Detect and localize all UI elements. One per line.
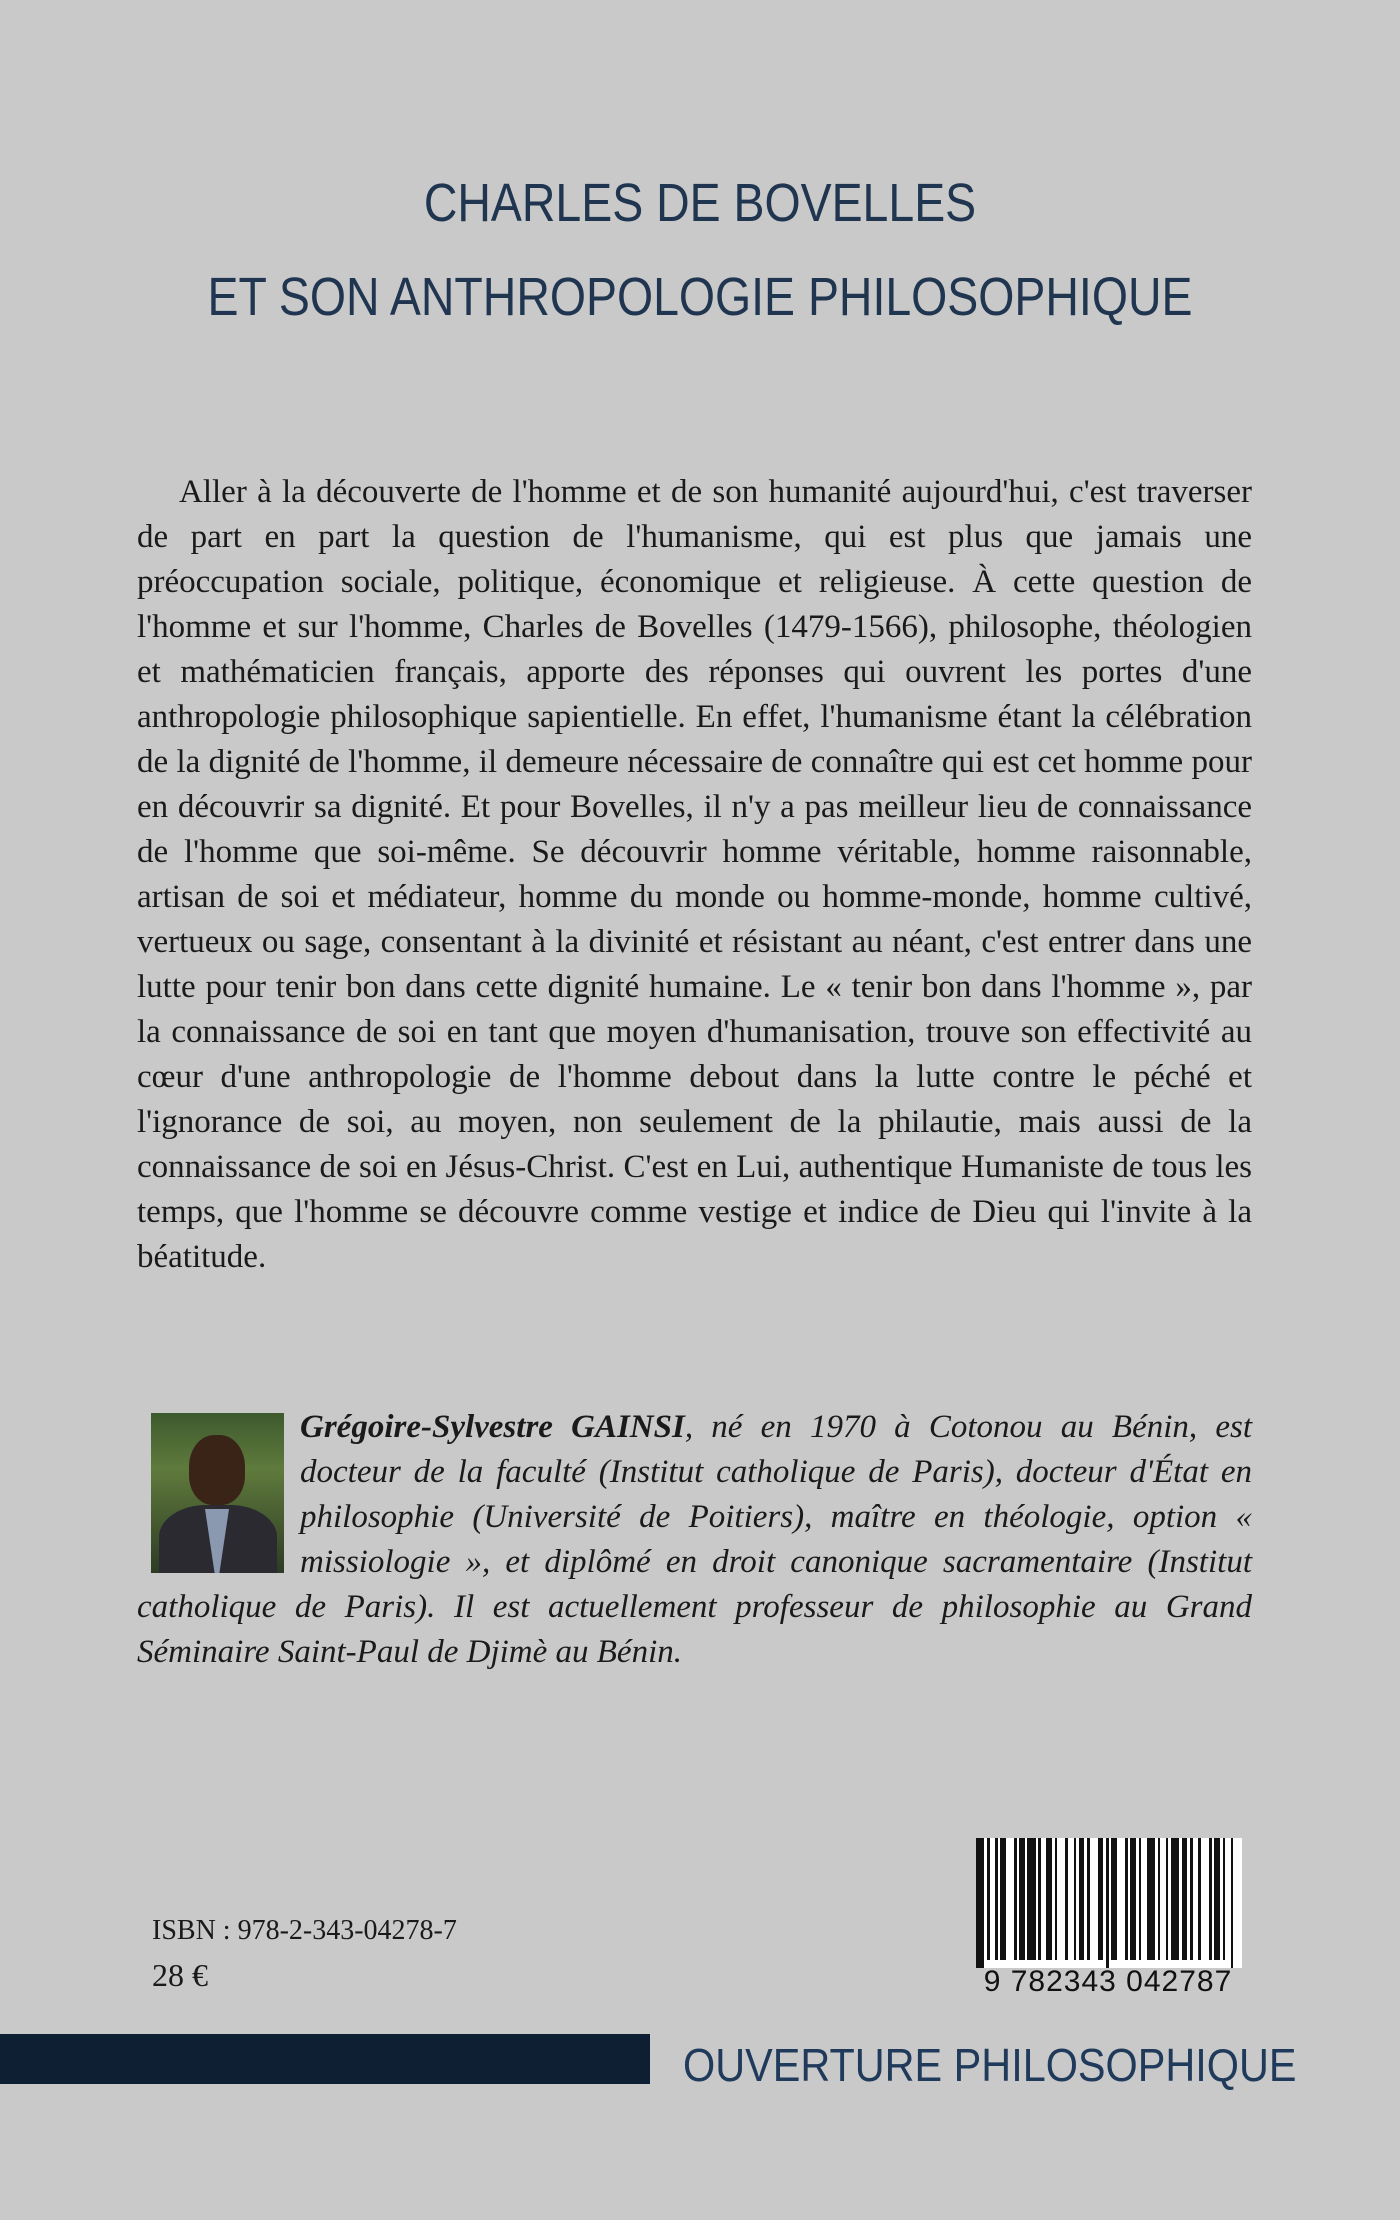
- barcode-bar: [1057, 1838, 1065, 1960]
- barcode-bar: [1117, 1838, 1125, 1960]
- series-name: OUVERTURE PHILOSOPHIQUE: [683, 2039, 1297, 2091]
- barcode: [958, 1838, 1258, 1998]
- barcode-bar: [1090, 1838, 1098, 1960]
- barcode-bar: [1233, 1838, 1241, 1968]
- price: 28 €: [152, 1957, 208, 1993]
- barcode-bar: [1201, 1838, 1209, 1960]
- barcode-bar: [1147, 1838, 1155, 1960]
- barcode-bars: [976, 1838, 1242, 1968]
- author-bio-text: , né en 1970 à Cotonou au Bénin, est docteur de la faculté (Institut catholique de Paris), docteur d'État en philosophie (Université de Poitiers), maître en théologie, option « missiologie », et diplômé en droit canonique sacramentaire (Institut catholique de Paris). Il est actuellement professeur de philosophie au Grand Séminaire Saint-Paul de Djimè au Bénin.: [137, 1409, 1252, 1670]
- barcode-bar: [1171, 1838, 1179, 1960]
- title-line-2: ET SON ANTHROPOLOGIE PHILOSOPHIQUE: [207, 267, 1193, 327]
- isbn: ISBN : 978-2-343-04278-7: [152, 1915, 457, 1946]
- barcode-digits: 9 782343 042787: [983, 1965, 1233, 1998]
- summary-paragraph: Aller à la découverte de l'homme et de son humanité aujourd'hui, c'est traverser de part en part la question de l'humanisme, qui est plus que jamais une préoccupation sociale, politique, économique et religieuse. À cette question de l'homme et sur l'homme, Charles de Bovelles (1479-1566), philosophe, théologien et mathématicien français, apporte des réponses qui ouvrent les portes d'une anthropologie philosophique sapientielle. En effet, l'humanisme étant la célébration de la dignité de l'homme, il demeure nécessaire de connaître qui est cet homme pour en découvrir sa dignité. Et pour Bovelles, il n'y a pas meilleur lieu de connaissance de l'homme que soi-même. Se découvrir homme véritable, homme raisonnable, artisan de soi et médiateur, homme du monde ou homme-monde, homme cultivé, vertueux ou sage, consentant à la divinité et résistant au néant, c'est entrer dans une lutte pour tenir bon dans cette dignité humaine. Le « tenir bon dans l'homme », par la connaissance de soi en tant que moyen d'humanisation, trouve son effectivité au cœur d'une anthropologie de l'homme debout dans la lutte contre le péché et l'ignorance de soi, au moyen, non seulement de la philautie, mais aussi de la connaissance de soi en Jésus-Christ. C'est en Lui, authentique Humaniste de tous les temps, que l'homme se découvre comme vestige et indice de Dieu qui l'invite à la béatitude.: [137, 474, 1252, 1275]
- barcode-bar: [1006, 1838, 1014, 1960]
- author-name: Grégoire-Sylvestre GAINSI: [300, 1409, 685, 1445]
- barcode-bar: [976, 1838, 984, 1968]
- author-block: [137, 1405, 1252, 1675]
- author-photo: [151, 1413, 284, 1573]
- barcode-bar: [1027, 1838, 1035, 1960]
- title-line-1: CHARLES DE BOVELLES: [423, 173, 977, 233]
- footer-band: [0, 2034, 650, 2084]
- author-bio: [137, 1405, 1252, 1675]
